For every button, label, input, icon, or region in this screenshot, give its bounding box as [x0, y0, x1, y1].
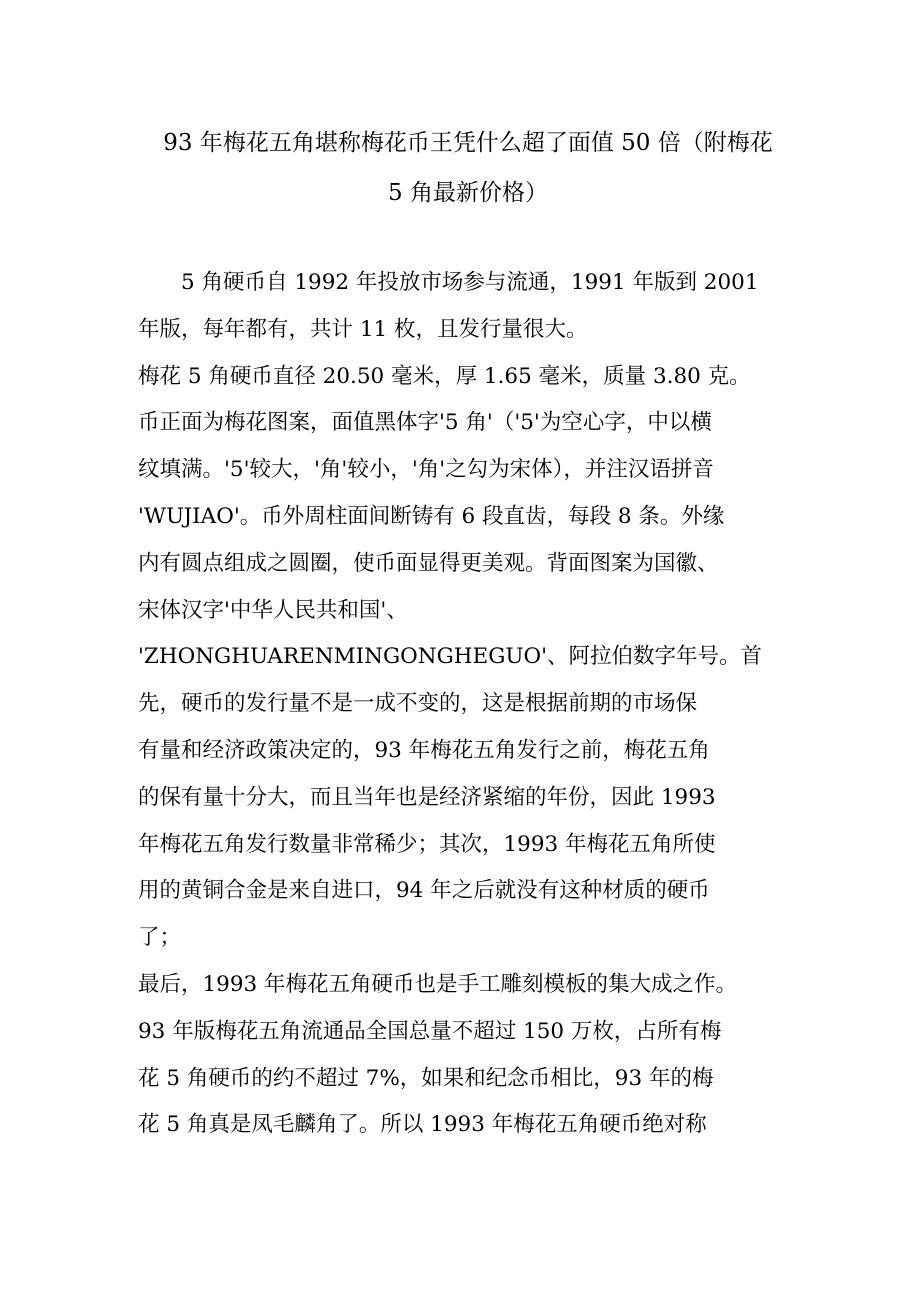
title-line: 93 年梅花五角堪称梅花币王凭什么超了面值 50 倍（附梅花	[163, 130, 773, 156]
paragraph-line: 年版，每年都有，共计 11 枚，且发行量很大。	[138, 316, 588, 342]
paragraph-line: 花 5 角硬币的约不超过 7%，如果和纪念币相比，93 年的梅	[138, 1065, 714, 1091]
paragraph-line: 的保有量十分大，而且当年也是经济紧缩的年份，因此 1993	[138, 784, 716, 810]
paragraph-line: 5 角硬币自 1992 年投放市场参与流通，1991 年版到 2001	[138, 270, 759, 295]
paragraph-line: 用的黄铜合金是来自进口，94 年之后就没有这种材质的硬币	[138, 878, 710, 904]
document-title	[138, 118, 798, 218]
paragraph-line: 有量和经济政策决定的，93 年梅花五角发行之前，梅花五角	[138, 737, 710, 763]
paragraph-line: 最后，1993 年梅花五角硬币也是手工雕刻模板的集大成之作。	[138, 971, 738, 997]
paragraph-line: 币正面为梅花图案，面值黑体字'5 角'（'5'为空心字，中以横	[138, 410, 712, 436]
paragraph-line: 宋体汉字'中华人民共和国'、	[138, 597, 408, 623]
paragraph-line: 了；	[138, 925, 182, 951]
paragraph-line: 年梅花五角发行数量非常稀少；其次，1993 年梅花五角所使	[138, 831, 716, 857]
paragraph-line: 'ZHONGHUARENMINGONGHEGUO'、阿拉伯数字年号。首	[138, 644, 763, 670]
paragraph-line: 花 5 角真是凤毛麟角了。所以 1993 年梅花五角硬币绝对称	[138, 1112, 707, 1138]
paragraph-line: 93 年版梅花五角流通品全国总量不超过 150 万枚，占所有梅	[138, 1018, 722, 1044]
paragraph-line: 内有圆点组成之圆圈，使币面显得更美观。背面图案为国徽、	[138, 550, 719, 576]
paragraph-line: 先，硬币的发行量不是一成不变的，这是根据前期的市场保	[138, 691, 698, 717]
paragraph-line: 梅花 5 角硬币直径 20.50 毫米，厚 1.65 毫米，质量 3.80 克。	[138, 363, 751, 389]
document-body	[138, 260, 803, 1149]
paragraph-line: 纹填满。'5'较大，'角'较小，'角'之勾为宋体），并注汉语拼音	[138, 457, 714, 483]
paragraph-line: 'WUJIAO'。币外周柱面间断铸有 6 段直齿，每段 8 条。外缘	[138, 503, 725, 529]
title-line: 5 角最新价格）	[388, 180, 548, 206]
